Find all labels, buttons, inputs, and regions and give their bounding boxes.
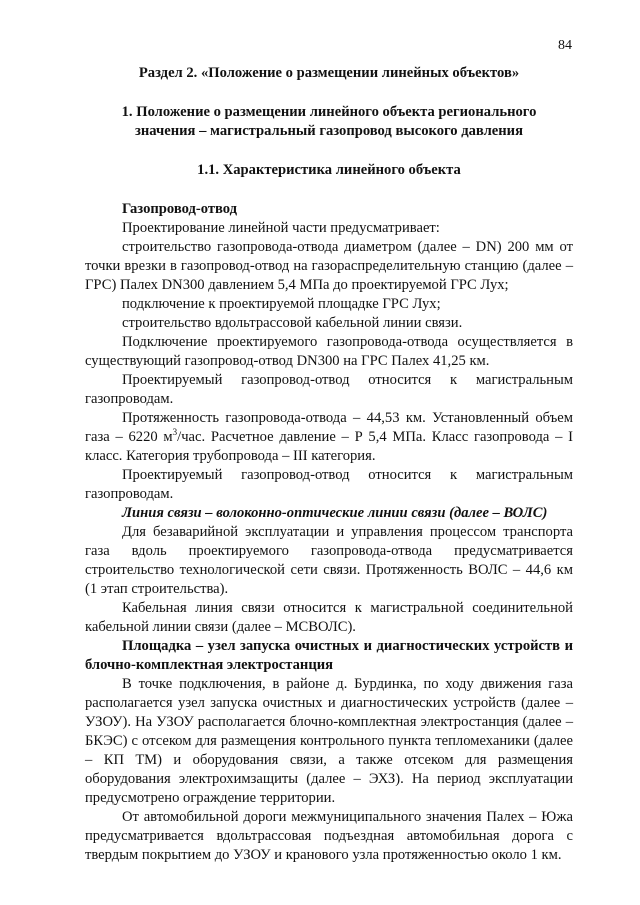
subsection-title: 1. Положение о размещении линейного объекта регионального значения – магистральный газопровод высокого давления [121,104,537,139]
pipeline-paragraph: Проектирование линейной части предусматривает: [122,220,440,236]
pipeline-paragraph: Проектируемый газопровод-отвод относится к магистральным газопроводам. [85,372,573,407]
comm-line-paragraph: Кабельная линия связи относится к магистральной соединительной кабельной линии связи (далее – МСВОЛС). [85,600,573,635]
comm-line-paragraph: Для безаварийной эксплуатации и управления процессом транспорта газа вдоль проектируемого газопровода-отвода предусматривается строительство технологической сети связи. Протяженность ВОЛС – 44,6 км (1 этап строительства). [85,524,573,597]
pipeline-paragraph [85,409,573,466]
superscript: 3 [172,427,178,438]
pipeline-paragraph: строительство вдольтрассовой кабельной линии связи. [122,315,463,331]
pipeline-text: /час. Расчетное давление – Р 5,4 МПа. Класс газопровода – I класс. Категория трубопровода – III категория. [85,429,573,464]
site-paragraph: От автомобильной дороги межмуниципального значения Палех – Южа предусматривается вдольтрассовая подъездная автомобильная дорога с твердым покрытием до УЗОУ и кранового узла протяженностью около 1 км. [85,809,573,863]
document-body [85,62,573,865]
comm-line-heading: Линия связи – волоконно-оптические линии связи (далее – ВОЛС) [122,505,548,521]
section-title: Раздел 2. «Положение о размещении линейных объектов» [138,65,520,81]
pipeline-paragraph: подключение к проектируемой площадке ГРС Лух; [122,296,441,312]
pipeline-text: Протяженность газопровода-отвода – 44,53 км. Установленный объем газа – 6220 м [85,410,573,445]
pipeline-paragraph: Проектируемый газопровод-отвод относится к магистральным газопроводам. [85,467,573,502]
subsubsection-title: 1.1. Характеристика линейного объекта [197,162,461,178]
page-number: 84 [558,38,572,53]
site-heading: Площадка – узел запуска очистных и диагностических устройств и блочно-комплектная электростанция [85,638,573,673]
pipeline-paragraph: строительство газопровода-отвода диаметром (далее – DN) 200 мм от точки врезки в газопровод-отвод на газораспределительную станцию (далее – ГРС) Палех DN300 давлением 5,4 МПа до проектируемой ГРС Лух; [85,239,573,293]
pipeline-paragraph: Подключение проектируемого газопровода-отвода осуществляется в существующий газопровод-отвод DN300 на ГРС Палех 41,25 км. [85,334,573,369]
site-paragraph: В точке подключения, в районе д. Бурдинка, по ходу движения газа располагается узел запуска очистных и диагностических устройств (далее – УЗОУ). На УЗОУ располагается блочно-комплектная электростанция (далее – БКЭС) с отсеком для размещения контрольного пункта тепломеханики (далее – КП ТМ) и оборудования связи, а также отсеком для размещения оборудования электрохимзащиты (далее – ЭХЗ). На период эксплуатации предусмотрено ограждение территории. [85,676,573,806]
pipeline-heading: Газопровод-отвод [122,201,238,217]
